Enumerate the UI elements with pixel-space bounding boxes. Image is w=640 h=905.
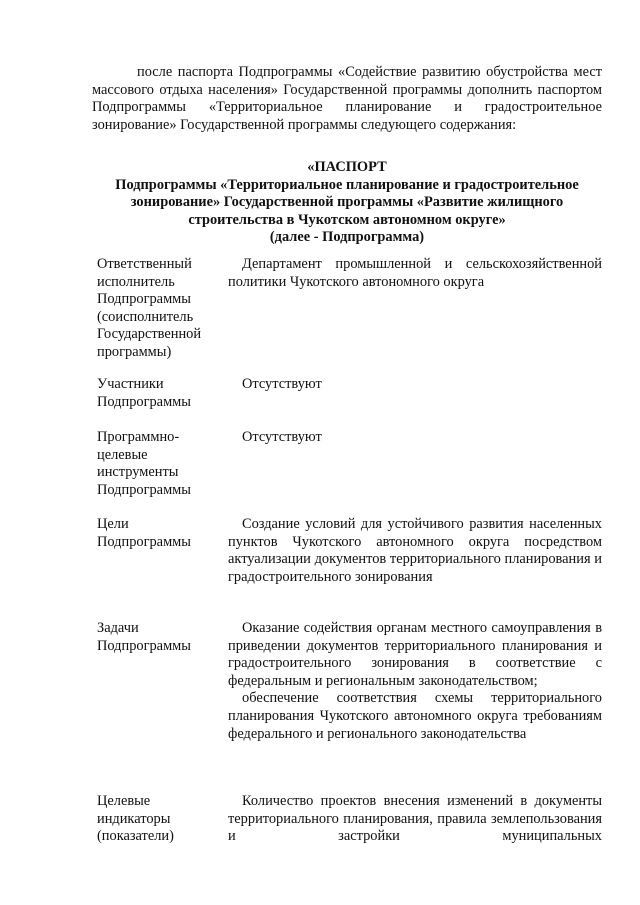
passport-row-label: Программно- целевые инструменты Подпрограммы (97, 429, 191, 498)
passport-row-value (228, 429, 602, 447)
passport-row-value-paragraph: Департамент промышленной и сельскохозяйственной политики Чукотского автономного округа (228, 256, 602, 290)
passport-heading-note: (далее - Подпрограмма) (269, 229, 425, 246)
passport-row-label: Задачи Подпрограммы (97, 620, 191, 654)
passport-row-value (228, 793, 602, 846)
passport-row-value (228, 376, 602, 394)
passport-row-value-paragraph: Оказание содействия органам местного самоуправления в приведении документов территориального планирования и градостроительного зонирования в соответствие с федеральным и региональным законодательством; (228, 620, 602, 689)
passport-row-value-paragraph: обеспечение соответствия схемы территориального планирования Чукотского автономного округа требованиям федерального и регионального законодательства (228, 690, 602, 742)
intro-text: после паспорта Подпрограммы «Содействие развитию обустройства мест массового отдыха населения» Государственной программы дополнить паспортом Подпрограммы «Территориальное планирование и градостроительное зонирование» Государственной программы следующего содержания: (92, 64, 602, 133)
passport-row-value (228, 516, 602, 586)
passport-row-label: Участники Подпрограммы (97, 376, 191, 410)
passport-row-value-paragraph: Отсутствуют (242, 376, 322, 392)
intro-paragraph (92, 64, 602, 134)
passport-row-label: Цели Подпрограммы (97, 516, 191, 550)
passport-row-label: Целевые индикаторы (показатели) (97, 793, 174, 845)
passport-heading (92, 159, 602, 247)
passport-heading-title: «ПАСПОРТ (307, 159, 387, 175)
passport-row-label: Ответственный исполнитель Подпрограммы (соисполнитель Государственной программы) (97, 256, 202, 360)
passport-row-value (228, 620, 602, 743)
passport-row-value-paragraph: Создание условий для устойчивого развития населенных пунктов Чукотского автономного округа посредством актуализации документов территориального планирования и градостроительного зонирования (228, 516, 602, 585)
passport-heading-subtitle: Подпрограммы «Территориальное планирование и градостроительное зонирование» Государственной программы «Развитие жилищного строительства в Чукотском автономном округе» (115, 176, 579, 228)
passport-row-value (228, 256, 602, 291)
passport-row-value-paragraph: Отсутствуют (242, 429, 322, 445)
passport-row-value-paragraph: Количество проектов внесения изменений в документы территориального планирования, правила землепользования и застройки муниципальных (228, 793, 602, 845)
